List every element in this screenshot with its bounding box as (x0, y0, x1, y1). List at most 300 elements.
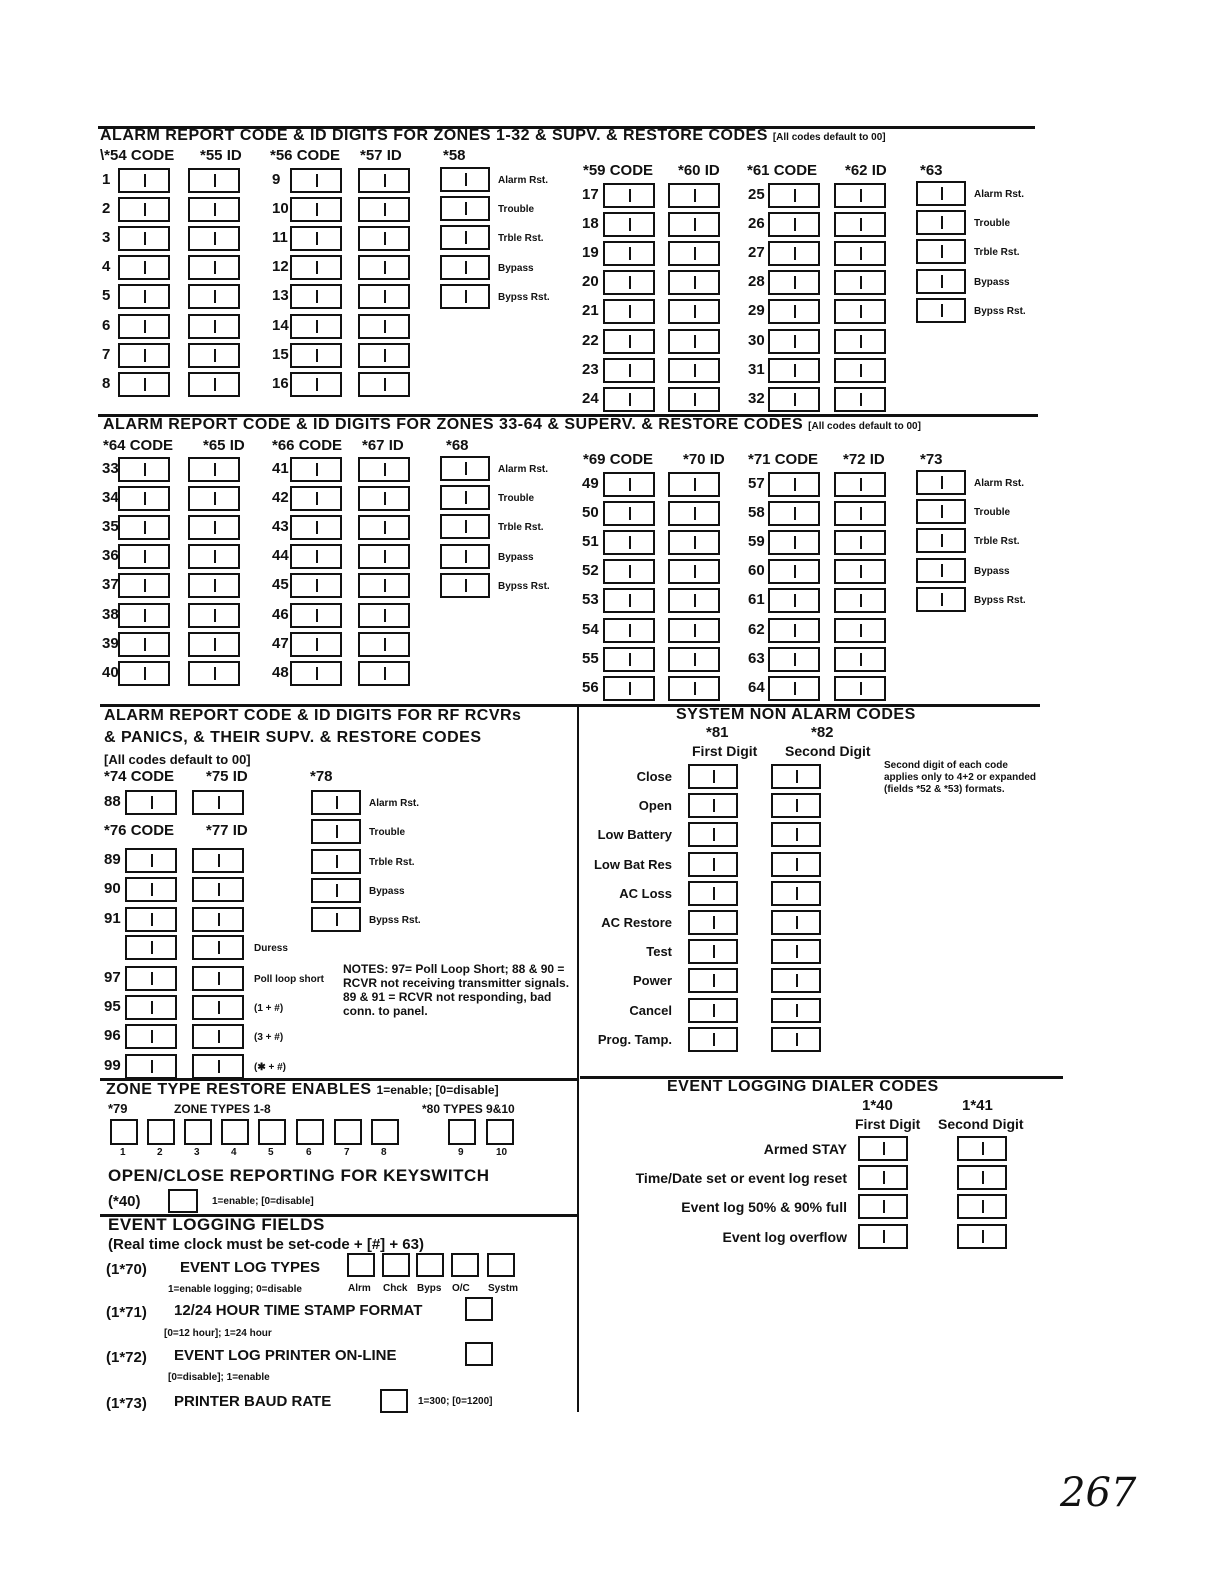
zone-number: 57 (748, 475, 765, 492)
zone-code-input[interactable] (290, 573, 342, 598)
zone-type-number: 6 (306, 1147, 312, 1158)
zone-type-enable-input[interactable] (258, 1119, 286, 1145)
field-82: *82 (811, 724, 834, 741)
restore-label: Alarm Rst. (369, 798, 420, 809)
zone-id-input[interactable] (192, 966, 244, 991)
restore-code-input[interactable] (440, 167, 490, 192)
zone-code-input[interactable] (118, 457, 170, 482)
zone-number: 9 (272, 171, 281, 188)
zone-type-enable-input[interactable] (296, 1119, 324, 1145)
event-log-types-desc: 1=enable logging; 0=disable (168, 1284, 302, 1295)
non-alarm-code-label: AC Loss (619, 885, 672, 901)
restore-code-input[interactable] (440, 284, 490, 309)
zone-id-input[interactable] (192, 995, 244, 1020)
baud-rate-input[interactable] (380, 1389, 408, 1413)
zone-id-input[interactable] (834, 530, 886, 555)
zone-id-input[interactable] (834, 501, 886, 526)
zone-code-input[interactable] (290, 661, 342, 686)
zone-code-input[interactable] (118, 486, 170, 511)
zone-code-input[interactable] (125, 966, 177, 991)
zone-code-input[interactable] (118, 284, 170, 309)
zone-number: 43 (272, 518, 289, 536)
zone-id-input[interactable] (358, 486, 410, 511)
zone-number: 22 (582, 331, 599, 349)
restore-label: Alarm Rst. (498, 175, 549, 186)
zone-code-input[interactable] (290, 632, 342, 657)
zone-id-input[interactable] (192, 877, 244, 902)
printer-online-desc: [0=disable]; 1=enable (168, 1372, 270, 1383)
zone-code-input[interactable] (290, 168, 342, 193)
zone-type-enable-input[interactable] (184, 1119, 212, 1145)
zone-number: 97 (104, 969, 121, 986)
non-alarm-code-label: Test (646, 944, 672, 960)
col-header: *63 (920, 162, 943, 179)
rf-title: ALARM REPORT CODE & ID DIGITS FOR RF RCVRs (104, 707, 522, 724)
zone-id-input[interactable] (358, 515, 410, 540)
first-digit-input[interactable] (688, 968, 738, 993)
restore-label: Trouble (498, 493, 535, 505)
col-header: *75 ID (206, 768, 248, 785)
zone-code-input[interactable] (125, 907, 177, 932)
zone-code-input[interactable] (290, 457, 342, 482)
zone-number: 52 (582, 562, 599, 580)
event-log-type-input[interactable] (382, 1253, 410, 1277)
zone-id-input[interactable] (188, 515, 240, 540)
restore-code-input[interactable] (916, 528, 966, 553)
zone-id-input[interactable] (834, 588, 886, 613)
col-header: *73 (920, 451, 943, 468)
second-digit-input[interactable] (957, 1165, 1007, 1190)
first-digit-input[interactable] (688, 852, 738, 877)
event-log-type-input[interactable] (451, 1253, 479, 1277)
zone-id-input[interactable] (834, 183, 886, 208)
zone-number: 26 (748, 215, 765, 233)
zone-number: 7 (102, 345, 111, 363)
first-digit-input[interactable] (688, 764, 738, 789)
zone-type-number: 10 (496, 1147, 508, 1158)
zone-id-input[interactable] (668, 270, 720, 295)
panic-label: Poll loop short (254, 974, 324, 985)
zone-number: 20 (582, 273, 599, 291)
restore-code-input[interactable] (311, 819, 361, 844)
printer-online-input[interactable] (465, 1342, 493, 1366)
zone-code-input[interactable] (603, 530, 655, 555)
zone-code-input[interactable] (603, 676, 655, 701)
zone-code-input[interactable] (768, 241, 820, 266)
col-header: *76 CODE (104, 822, 175, 839)
first-digit-input[interactable] (688, 910, 738, 935)
zone-type-enable-input[interactable] (448, 1119, 476, 1145)
zone-code-input[interactable] (290, 314, 342, 339)
zone-code-input[interactable] (603, 618, 655, 643)
zone-number: 31 (748, 360, 765, 378)
zone-code-input[interactable] (603, 299, 655, 324)
restore-label: Alarm Rst. (974, 189, 1025, 200)
zone-id-input[interactable] (834, 676, 886, 701)
zone-number: 5 (102, 287, 111, 305)
zone-code-input[interactable] (125, 790, 177, 815)
baud-rate-desc: 1=300; [0=1200] (418, 1396, 493, 1407)
zone-code-input[interactable] (118, 515, 170, 540)
first-digit-input[interactable] (688, 822, 738, 847)
zone-number: 63 (748, 649, 765, 667)
zone-code-input[interactable] (125, 1054, 177, 1079)
second-digit-input[interactable] (771, 822, 821, 847)
zone-id-input[interactable] (834, 299, 886, 324)
non-alarm-code-label: Cancel (629, 1002, 672, 1018)
zone-code-input[interactable] (118, 168, 170, 193)
zone-id-input[interactable] (188, 314, 240, 339)
second-digit-input[interactable] (771, 998, 821, 1023)
zone-code-input[interactable] (118, 197, 170, 222)
zone-number: 42 (272, 489, 289, 507)
zone-id-input[interactable] (358, 573, 410, 598)
zone-id-input[interactable] (834, 618, 886, 643)
non-alarm-code-label: Open (638, 798, 672, 814)
zone-id-input[interactable] (834, 270, 886, 295)
zone-code-input[interactable] (125, 848, 177, 873)
zone-id-input[interactable] (192, 790, 244, 815)
zone-code-input[interactable] (768, 676, 820, 701)
zone-code-input[interactable] (290, 284, 342, 309)
second-digit-input[interactable] (957, 1194, 1007, 1219)
zone-code-input[interactable] (603, 212, 655, 237)
open-close-title: OPEN/CLOSE REPORTING FOR KEYSWITCH (108, 1166, 490, 1185)
zone-number: 4 (102, 258, 111, 276)
zone-type-enable-input[interactable] (110, 1119, 138, 1145)
zone-code-input[interactable] (768, 329, 820, 354)
zone-code-input[interactable] (118, 661, 170, 686)
zone-code-input[interactable] (125, 995, 177, 1020)
zone-id-input[interactable] (668, 647, 720, 672)
restore-code-input[interactable] (916, 239, 966, 264)
col-header: *55 ID (200, 147, 242, 164)
zone-code-input[interactable] (603, 647, 655, 672)
restore-code-input[interactable] (916, 269, 966, 294)
zone-id-input[interactable] (834, 647, 886, 672)
first-digit-input[interactable] (858, 1165, 908, 1190)
zone-id-input[interactable] (668, 559, 720, 584)
event-log-type-input[interactable] (416, 1253, 444, 1277)
restore-label: Trble Rst. (498, 522, 544, 534)
first-digit-input[interactable] (688, 939, 738, 964)
first-digit-input[interactable] (688, 1027, 738, 1052)
zone-type-number: 7 (344, 1147, 350, 1158)
zone-number: 99 (104, 1056, 121, 1074)
col-header: *60 ID (678, 162, 720, 179)
zone-id-input[interactable] (358, 457, 410, 482)
zone-id-input[interactable] (358, 372, 410, 397)
restore-code-input[interactable] (311, 878, 361, 903)
restore-code-input[interactable] (440, 514, 490, 539)
restore-code-input[interactable] (440, 225, 490, 250)
restore-code-input[interactable] (440, 544, 490, 569)
second-digit-label: Second Digit (938, 1116, 1024, 1132)
event-logging-sub: (Real time clock must be set-code + [#] + 63) (108, 1236, 424, 1253)
first-digit-input[interactable] (688, 881, 738, 906)
zone-id-input[interactable] (188, 255, 240, 280)
zone-id-input[interactable] (834, 472, 886, 497)
zone-code-input[interactable] (768, 270, 820, 295)
restore-label: Bypass (974, 276, 1010, 288)
zone-id-input[interactable] (358, 661, 410, 686)
zone-code-input[interactable] (768, 212, 820, 237)
first-digit-input[interactable] (688, 793, 738, 818)
second-digit-input[interactable] (771, 910, 821, 935)
restore-label: Bypass (369, 885, 405, 897)
zone-number: 91 (104, 909, 121, 927)
zone-id-input[interactable] (834, 387, 886, 412)
zone-code-input[interactable] (118, 226, 170, 251)
event-log-type-input[interactable] (487, 1253, 515, 1277)
field-79: *79 (108, 1101, 128, 1116)
zone-id-input[interactable] (188, 372, 240, 397)
first-digit-input[interactable] (858, 1224, 908, 1249)
zone-code-input[interactable] (768, 299, 820, 324)
restore-label: Bypass (498, 262, 534, 274)
restore-code-input[interactable] (311, 907, 361, 932)
zone-code-input[interactable] (290, 486, 342, 511)
zone-id-input[interactable] (668, 530, 720, 555)
zone-code-input[interactable] (603, 472, 655, 497)
zone-code-input[interactable] (768, 387, 820, 412)
first-digit-input[interactable] (858, 1194, 908, 1219)
zone-code-input[interactable] (768, 183, 820, 208)
zone-type-number: 3 (194, 1147, 200, 1158)
second-digit-input[interactable] (771, 1027, 821, 1052)
zone-id-input[interactable] (668, 241, 720, 266)
zone-code-input[interactable] (118, 544, 170, 569)
zone-code-input[interactable] (125, 1024, 177, 1049)
zone-code-input[interactable] (118, 573, 170, 598)
zone-code-input[interactable] (290, 372, 342, 397)
zone-id-input[interactable] (834, 241, 886, 266)
dialer-code-label: Event log 50% & 90% full (681, 1199, 847, 1216)
zone-id-input[interactable] (188, 197, 240, 222)
zone-id-input[interactable] (668, 588, 720, 613)
second-digit-input[interactable] (771, 852, 821, 877)
zone-code-input[interactable] (290, 515, 342, 540)
event-log-type-label: Systm (488, 1283, 519, 1294)
restore-label: Bypass (498, 551, 534, 563)
zone-code-input[interactable] (603, 358, 655, 383)
zone-id-input[interactable] (668, 387, 720, 412)
restore-label: Bypss Rst. (498, 291, 550, 303)
zone-code-input[interactable] (118, 372, 170, 397)
zone-code-input[interactable] (768, 559, 820, 584)
zone-id-input[interactable] (192, 848, 244, 873)
field-40-input[interactable] (168, 1189, 198, 1213)
zone-code-input[interactable] (118, 632, 170, 657)
restore-code-input[interactable] (916, 558, 966, 583)
zone-id-input[interactable] (358, 544, 410, 569)
restore-label: Bypss Rst. (498, 580, 550, 592)
second-digit-input[interactable] (771, 939, 821, 964)
zone-id-input[interactable] (192, 907, 244, 932)
zone-id-input[interactable] (358, 197, 410, 222)
zone-number: 55 (582, 649, 599, 667)
zone-number: 32 (748, 389, 765, 407)
zone-id-input[interactable] (358, 226, 410, 251)
zone-code-input[interactable] (603, 183, 655, 208)
restore-code-input[interactable] (440, 255, 490, 280)
zone-code-input[interactable] (603, 270, 655, 295)
zone-id-input[interactable] (668, 472, 720, 497)
zone-code-input[interactable] (768, 530, 820, 555)
zone-types-label: ZONE TYPES 1-8 (174, 1102, 271, 1116)
zone-id-input[interactable] (668, 618, 720, 643)
zone-number: 61 (748, 591, 765, 609)
zone-code-input[interactable] (768, 647, 820, 672)
first-digit-input[interactable] (858, 1136, 908, 1161)
event-log-types-label: EVENT LOG TYPES (180, 1259, 321, 1276)
zone-id-input[interactable] (834, 212, 886, 237)
zone-code-input[interactable] (768, 618, 820, 643)
zone-id-input[interactable] (192, 1024, 244, 1049)
zone-type-enable-input[interactable] (221, 1119, 249, 1145)
zone-code-input[interactable] (603, 329, 655, 354)
restore-label: Bypss Rst. (369, 915, 421, 927)
zone-code-input[interactable] (290, 603, 342, 628)
restore-code-input[interactable] (440, 456, 490, 481)
zone-type-number: 2 (157, 1147, 163, 1158)
restore-code-input[interactable] (916, 499, 966, 524)
zone-code-input[interactable] (290, 226, 342, 251)
restore-label: Bypass (974, 565, 1010, 577)
restore-code-input[interactable] (916, 210, 966, 235)
zone-number: 16 (272, 374, 289, 392)
zone-code-input[interactable] (118, 314, 170, 339)
zone-code-input[interactable] (118, 343, 170, 368)
zone-type-enable-input[interactable] (371, 1119, 399, 1145)
restore-code-input[interactable] (311, 790, 361, 815)
second-digit-input[interactable] (771, 764, 821, 789)
zone-code-input[interactable] (768, 358, 820, 383)
second-digit-input[interactable] (771, 968, 821, 993)
zone-id-input[interactable] (358, 284, 410, 309)
zone-type-number: 4 (231, 1147, 237, 1158)
zone-id-input[interactable] (192, 935, 244, 960)
zone-id-input[interactable] (668, 212, 720, 237)
dialer-code-label: Time/Date set or event log reset (635, 1170, 847, 1187)
restore-code-input[interactable] (440, 196, 490, 221)
zone-id-input[interactable] (358, 168, 410, 193)
zone-id-input[interactable] (188, 661, 240, 686)
event-log-type-input[interactable] (347, 1253, 375, 1277)
zone-code-input[interactable] (290, 255, 342, 280)
zone-id-input[interactable] (188, 486, 240, 511)
second-digit-input[interactable] (771, 881, 821, 906)
zone-id-input[interactable] (834, 559, 886, 584)
zone-id-input[interactable] (668, 329, 720, 354)
second-digit-label: Second Digit (785, 743, 871, 759)
zone-number: 45 (272, 576, 289, 594)
restore-code-input[interactable] (916, 587, 966, 612)
event-logging-title: EVENT LOGGING FIELDS (108, 1215, 325, 1234)
col-header: *71 CODE (748, 451, 819, 468)
zone-code-input[interactable] (603, 588, 655, 613)
zone-code-input[interactable] (118, 603, 170, 628)
zone-code-input[interactable] (290, 343, 342, 368)
zone-code-input[interactable] (603, 387, 655, 412)
zone-id-input[interactable] (668, 299, 720, 324)
zone-number: 38 (102, 605, 119, 623)
zone-id-input[interactable] (192, 1054, 244, 1079)
col-header: *57 ID (360, 147, 402, 164)
zone-code-input[interactable] (290, 544, 342, 569)
zone-id-input[interactable] (188, 284, 240, 309)
restore-code-input[interactable] (916, 470, 966, 495)
second-digit-input[interactable] (957, 1224, 1007, 1249)
dialer-codes-title: EVENT LOGGING DIALER CODES (667, 1078, 939, 1095)
zone-number: 25 (748, 186, 765, 203)
zone-type-enable-input[interactable] (334, 1119, 362, 1145)
zone-code-input[interactable] (125, 935, 177, 960)
restore-code-input[interactable] (916, 298, 966, 323)
zone-type-number: 5 (268, 1147, 274, 1158)
zone-id-input[interactable] (358, 603, 410, 628)
col-header: *69 CODE (583, 451, 654, 468)
zone-number: 41 (272, 460, 289, 477)
zone-id-input[interactable] (188, 632, 240, 657)
second-digit-input[interactable] (771, 793, 821, 818)
zone-id-input[interactable] (358, 632, 410, 657)
zone-code-input[interactable] (290, 197, 342, 222)
zone-id-input[interactable] (188, 544, 240, 569)
restore-code-input[interactable] (440, 485, 490, 510)
zone-id-input[interactable] (358, 255, 410, 280)
restore-code-input[interactable] (311, 849, 361, 874)
restore-code-input[interactable] (916, 181, 966, 206)
zone-id-input[interactable] (668, 183, 720, 208)
time-stamp-input[interactable] (465, 1297, 493, 1321)
zone-code-input[interactable] (603, 241, 655, 266)
zone-id-input[interactable] (188, 603, 240, 628)
zone-number: 15 (272, 345, 289, 363)
first-digit-input[interactable] (688, 998, 738, 1023)
zone-code-input[interactable] (603, 559, 655, 584)
zone-id-input[interactable] (668, 501, 720, 526)
zone-id-input[interactable] (188, 226, 240, 251)
zone-id-input[interactable] (188, 343, 240, 368)
col-header: *78 (310, 768, 333, 785)
zone-id-input[interactable] (358, 343, 410, 368)
second-digit-input[interactable] (957, 1136, 1007, 1161)
zone-code-input[interactable] (768, 588, 820, 613)
zone-type-enable-input[interactable] (486, 1119, 514, 1145)
restore-code-input[interactable] (440, 573, 490, 598)
zone-id-input[interactable] (834, 329, 886, 354)
col-header: *66 CODE (272, 437, 343, 454)
zone-code-input[interactable] (768, 472, 820, 497)
zone-code-input[interactable] (125, 877, 177, 902)
zone-code-input[interactable] (768, 501, 820, 526)
zone-id-input[interactable] (188, 573, 240, 598)
zone-code-input[interactable] (603, 501, 655, 526)
zone-id-input[interactable] (358, 314, 410, 339)
zone-type-enable-input[interactable] (147, 1119, 175, 1145)
zone-id-input[interactable] (668, 358, 720, 383)
zone-id-input[interactable] (188, 168, 240, 193)
zone-id-input[interactable] (188, 457, 240, 482)
event-log-type-label: Alrm (348, 1283, 371, 1294)
zone-id-input[interactable] (668, 676, 720, 701)
zone-id-input[interactable] (834, 358, 886, 383)
restore-label: Trouble (369, 827, 406, 839)
restore-label: Bypss Rst. (974, 305, 1026, 317)
zone-code-input[interactable] (118, 255, 170, 280)
panic-label: (3 + #) (254, 1032, 284, 1044)
